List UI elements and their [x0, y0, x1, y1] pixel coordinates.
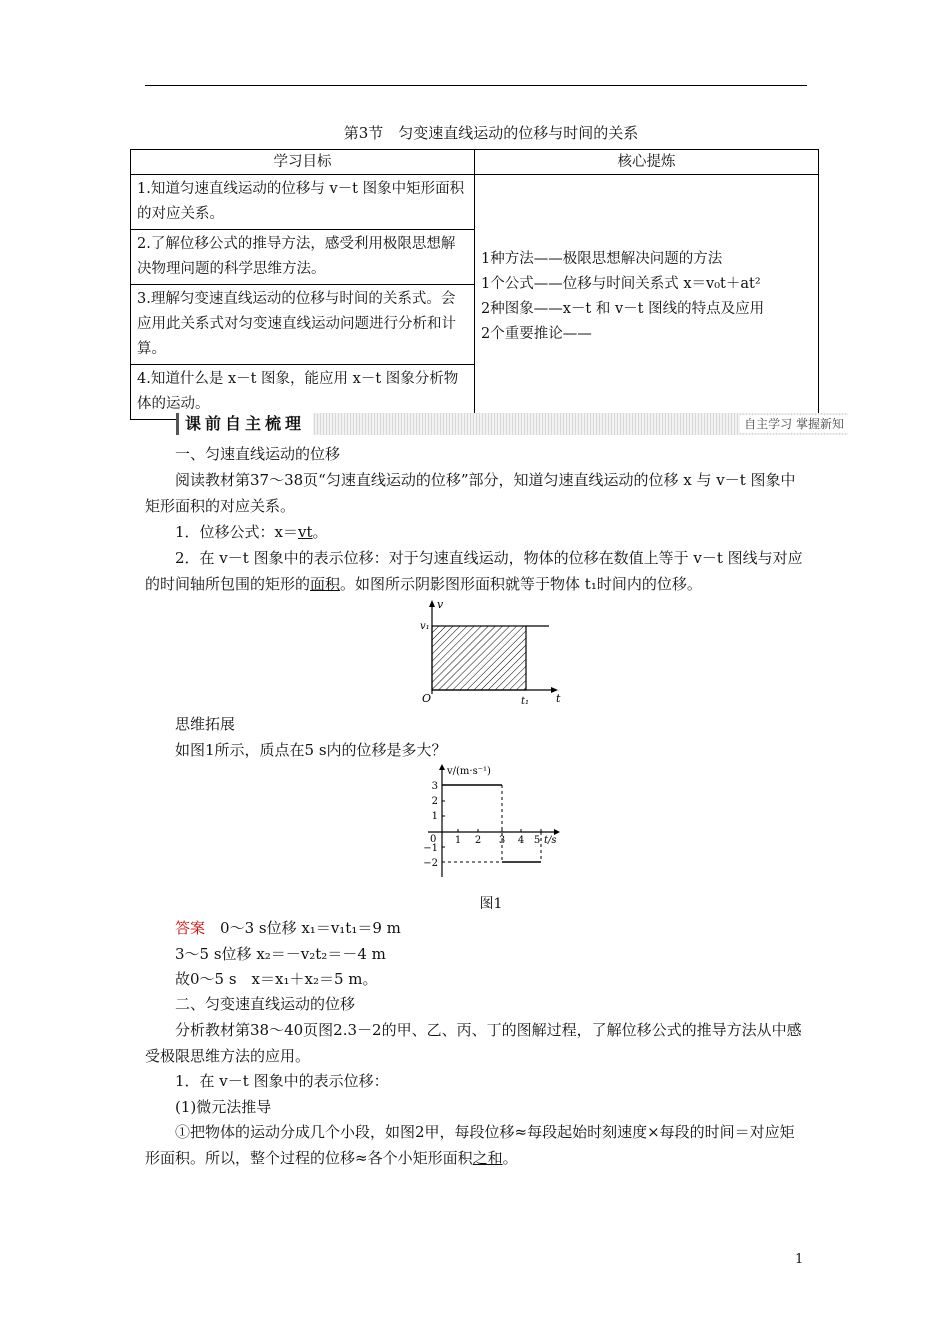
banner-right-text: 自主学习 掌握新知: [740, 415, 848, 433]
x-tick-5: 5: [533, 835, 541, 846]
v1-label: v₁: [420, 621, 430, 632]
x-axis-label: t/s: [544, 835, 557, 846]
x-tick-1: 1: [454, 835, 462, 846]
thinking-question: 如图1所示，质点在5 s内的位移是多大？: [175, 741, 447, 759]
x-tick-2: 2: [474, 835, 482, 846]
shaded-area: [432, 626, 526, 690]
item-1: 1．位移公式：x＝vt。: [175, 523, 328, 541]
y-axis-arrow: [439, 764, 445, 770]
section1-intro: 阅读教材第37～38页“匀速直线运动的位移”部分，知道匀速直线运动的位移 x 与 v－t 图象中矩形面积的对应关系。: [145, 471, 796, 515]
answer-line-2: 3～5 s位移 x₂＝－v₂t₂＝－4 m: [175, 945, 386, 963]
core-item: 2个重要推论——: [481, 326, 592, 342]
core-item: 2种图象——x－t 和 v－t 图线的特点及应用: [481, 301, 765, 317]
banner-label: 课前自主梳理: [176, 413, 313, 435]
section2-item1: 1．在 v－t 图象中的表示位移：: [175, 1072, 389, 1090]
x-tick-4: 4: [517, 835, 525, 846]
section2-heading: 二、匀变速直线运动的位移: [175, 995, 356, 1013]
core-header: 核心提炼: [475, 150, 819, 175]
core-item: 1种方法——极限思想解决问题的方法: [481, 251, 723, 267]
t1-label: t₁: [521, 696, 530, 706]
y-tick-1: 1: [431, 811, 438, 822]
section2-intro: 分析教材第38～40页图2.3－2的甲、乙、丙、丁的图解过程，了解位移公式的推导方法从中感受极限思维方法的应用。: [145, 1021, 802, 1065]
y-axis-label: v/(m·s⁻¹): [447, 766, 491, 777]
goal-item: 1.知道匀速直线运动的位移与 v－t 图象中矩形面积的对应关系。: [131, 175, 475, 230]
vt-rectangle-figure: [410, 598, 570, 706]
page-number: 1: [795, 1252, 804, 1267]
item-2: 2．在 v－t 图象中的表示位移：对于匀速直线运动，物体的位移在数值上等于 v－t 图线与对应的时间轴所包围的矩形的面积。如图所示阴影图形面积就等于物体 t₁时间内的位移。: [145, 549, 803, 593]
answer-line-3: 故0～5 s x＝x₁＋x₂＝5 m。: [175, 970, 378, 988]
goals-header: 学习目标: [131, 150, 475, 175]
core-cell: [475, 175, 819, 420]
answer-blank: vt: [298, 523, 313, 541]
v-axis-arrow: [429, 600, 435, 607]
v-label: v: [437, 598, 444, 611]
figure1-caption: 图1: [479, 896, 503, 912]
core-item: 1个公式——位移与时间关系式 x＝v₀t＋at²: [481, 276, 761, 292]
section1-heading: 一、匀速直线运动的位移: [175, 445, 341, 463]
section2-sub1: (1)微元法推导: [175, 1098, 272, 1116]
answer-label: 答案: [175, 919, 206, 937]
header-rule: [145, 85, 807, 86]
t-label: t: [556, 692, 561, 705]
goal-item: 3.理解匀变速直线运动的位移与时间的关系式。会应用此关系式对匀变速直线运动问题进行分析和计算。: [131, 285, 475, 365]
figure1-chart: [418, 763, 568, 885]
goal-item: 2.了解位移公式的推导方法，感受利用极限思想解决物理问题的科学思维方法。: [131, 230, 475, 285]
y-tick-3: 3: [431, 781, 438, 792]
y-tick-neg1: −1: [423, 843, 438, 854]
y-tick-neg2: −2: [423, 858, 438, 869]
origin-label: O: [422, 692, 432, 705]
origin-label: 0: [430, 834, 437, 845]
x-tick-3: 3: [498, 835, 506, 846]
answer-blank: 面积: [310, 575, 341, 593]
section2-paragraph: ①把物体的运动分成几个小段，如图2甲，每段位移≈每段起始时刻速度×每段的时间＝对应矩形面积。所以，整个过程的位移≈各个小矩形面积之和。: [145, 1123, 795, 1167]
y-tick-2: 2: [431, 796, 438, 807]
tick-marks: [442, 785, 541, 862]
section-title: 第3节 匀变速直线运动的位移与时间的关系: [343, 124, 639, 142]
goals-table: [130, 149, 819, 420]
answer-line-1: 答案 0～3 s位移 x₁＝v₁t₁＝9 m: [175, 919, 401, 937]
section-banner: [176, 413, 848, 435]
thinking-heading: 思维拓展: [175, 715, 236, 733]
answer-blank: 之和: [472, 1149, 503, 1167]
goal-item: 4.知道什么是 x－t 图象，能应用 x－t 图象分析物体的运动。: [131, 365, 475, 420]
